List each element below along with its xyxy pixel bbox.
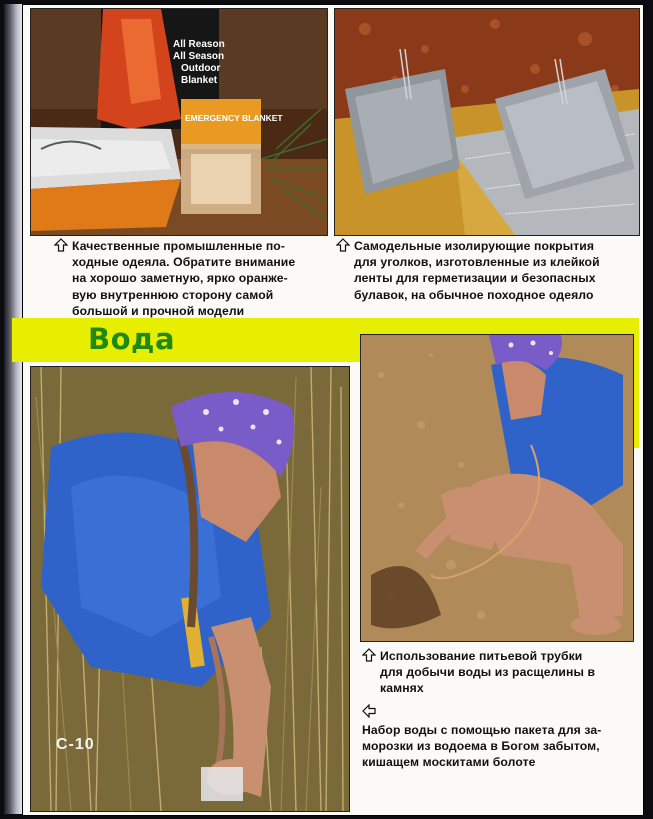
caption-line: вую внутреннюю сторону самой [72, 287, 274, 302]
caption-arrow-row [362, 704, 634, 722]
package-text-line-4: Blanket [181, 75, 218, 86]
caption-foil-patches [354, 238, 638, 303]
caption-line: для добычи воды из расщелины в [380, 665, 596, 680]
caption-line: кишащем москитами болоте [362, 755, 536, 770]
caption-line: Набор воды с помощью пакета для за- [362, 723, 602, 737]
caption-line: камнях [380, 681, 424, 696]
left-arrow-icon [362, 704, 376, 718]
caption-line: морозки из водоема в Богом забытом, [362, 739, 600, 754]
caption-blankets [72, 238, 330, 319]
up-arrow-icon [362, 648, 376, 662]
caption-line: для уголков, изготовленные из клейкой [354, 255, 600, 270]
caption-line: ленты для герметизации и безопасных [354, 271, 596, 286]
caption-freezer-bag [362, 704, 634, 771]
page-number: С-10 [56, 736, 95, 753]
caption-line: ходные одеяла. Обратите внимание [72, 255, 296, 270]
caption-line: Использование питьевой трубки [362, 648, 636, 664]
up-arrow-icon [54, 238, 68, 252]
photo-foil-patches [334, 8, 640, 236]
package-label: EMERGENCY BLANKET [185, 113, 283, 123]
caption-drinking-tube [380, 648, 636, 697]
up-arrow-icon [336, 238, 350, 252]
book-spine [4, 4, 22, 814]
photo-emergency-blankets [30, 8, 328, 236]
package-text-line-3: Outdoor [181, 63, 221, 74]
photo-drinking-tube-rocks [360, 334, 634, 642]
caption-line: большой и прочной модели [72, 303, 245, 318]
section-title: Вода [88, 322, 176, 356]
package-text-line-1: All Reason [173, 39, 225, 50]
caption-line: Качественные промышленные по- [54, 238, 330, 254]
package-text-line-2: All Season [173, 51, 225, 62]
caption-line: булавок, на обычное походное одеяло [354, 287, 594, 302]
caption-line: на хорошо заметную, ярко оранже- [72, 271, 288, 286]
caption-line: Самодельные изолирующие покрытия [336, 238, 638, 254]
